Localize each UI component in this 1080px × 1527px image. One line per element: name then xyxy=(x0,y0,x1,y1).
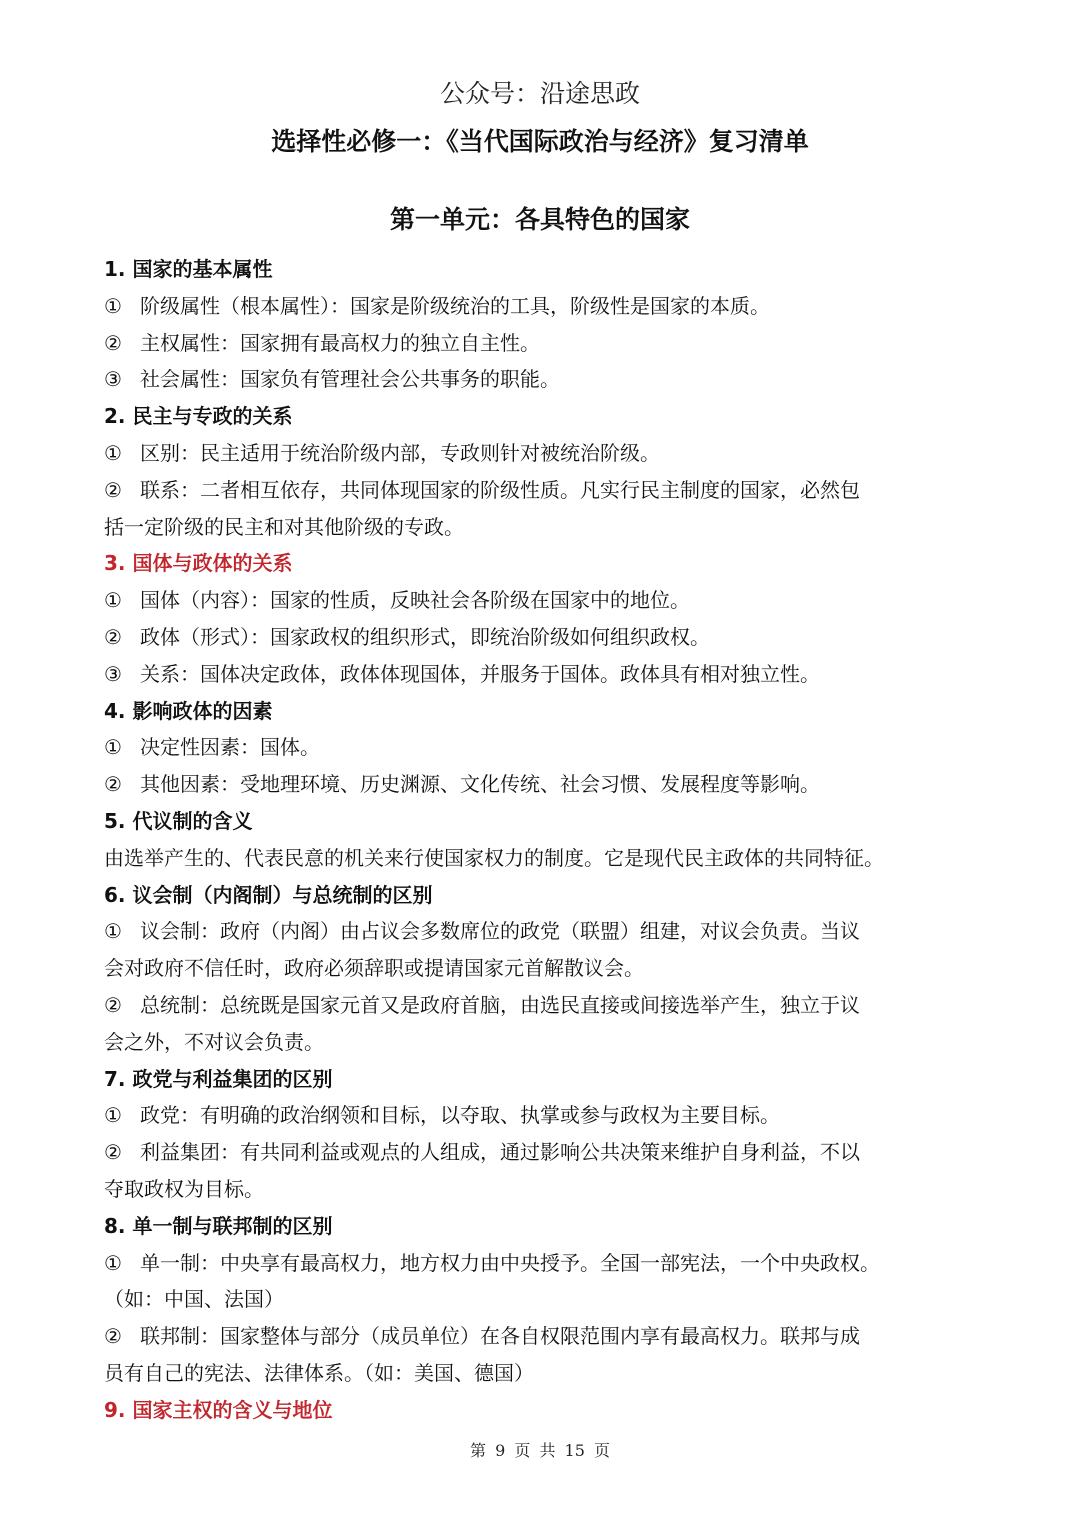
document-body xyxy=(104,251,978,1429)
item-number: ① xyxy=(104,293,122,318)
item-text: 主权属性：国家拥有最高权力的独立自主性。 xyxy=(140,330,540,355)
item-number: ① xyxy=(104,588,122,613)
item-number: ② xyxy=(104,772,122,797)
section-heading: 1. 国家的基本属性 xyxy=(104,257,273,281)
item-number: ② xyxy=(104,992,122,1017)
body-text: 会之外，不对议会负责。 xyxy=(104,1029,324,1054)
list-item xyxy=(104,1245,978,1282)
item-number: ② xyxy=(104,1140,122,1165)
list-item xyxy=(104,472,978,509)
item-number: ① xyxy=(104,1103,122,1128)
list-item xyxy=(104,913,978,950)
body-text: （如：中国、法国） xyxy=(104,1287,284,1312)
item-number: ② xyxy=(104,624,122,649)
item-text: 总统制：总统既是国家元首又是政府首脑，由选民直接或间接选举产生，独立于议 xyxy=(140,992,860,1017)
item-text: 阶级属性（根本属性）：国家是阶级统治的工具，阶级性是国家的本质。 xyxy=(140,293,770,318)
list-item xyxy=(104,766,978,803)
list-item xyxy=(104,325,978,362)
item-text: 联邦制：国家整体与部分（成员单位）在各自权限范围内享有最高权力。联邦与成 xyxy=(140,1324,860,1349)
body-text: 夺取政权为目标。 xyxy=(104,1176,264,1201)
item-text: 决定性因素：国体。 xyxy=(140,735,320,760)
list-item xyxy=(104,435,978,472)
body-text: 会对政府不信任时，政府必须辞职或提请国家元首解散议会。 xyxy=(104,956,644,981)
section-heading: 3. 国体与政体的关系 xyxy=(104,551,293,576)
item-text: 利益集团：有共同利益或观点的人组成，通过影响公共决策来维护自身利益，不以 xyxy=(140,1140,860,1165)
body-text: 由选举产生的、代表民意的机关来行使国家权力的制度。它是现代民主政体的共同特征。 xyxy=(104,845,884,870)
item-text: 联系：二者相互依存，共同体现国家的阶级性质。凡实行民主制度的国家，必然包 xyxy=(140,477,860,502)
item-text: 政体（形式）：国家政权的组织形式，即统治阶级如何组织政权。 xyxy=(140,624,710,649)
list-item xyxy=(104,1318,978,1355)
item-text: 议会制：政府（内阁）由占议会多数席位的政党（联盟）组建，对议会负责。当议 xyxy=(140,919,860,944)
list-item xyxy=(104,987,978,1024)
item-text: 国体（内容）：国家的性质，反映社会各阶级在国家中的地位。 xyxy=(140,588,690,613)
list-item xyxy=(104,1134,978,1171)
item-number: ② xyxy=(104,477,122,502)
item-text: 社会属性：国家负有管理社会公共事务的职能。 xyxy=(140,367,560,392)
section-heading: 7. 政党与利益集团的区别 xyxy=(104,1066,333,1091)
list-item xyxy=(104,619,978,656)
section-heading: 4. 影响政体的因素 xyxy=(104,698,273,723)
item-number: ③ xyxy=(104,367,122,392)
item-text: 政党：有明确的政治纲领和目标，以夺取、执掌或参与政权为主要目标。 xyxy=(140,1103,780,1128)
item-number: ① xyxy=(104,735,122,760)
list-item xyxy=(104,288,978,325)
section-heading: 2. 民主与专政的关系 xyxy=(104,404,293,429)
item-text: 其他因素：受地理环境、历史渊源、文化传统、社会习惯、发展程度等影响。 xyxy=(140,772,820,797)
list-item xyxy=(104,729,978,766)
document-title: 选择性必修一：《当代国际政治与经济》复习清单 xyxy=(271,127,809,156)
body-text: 员有自己的宪法、法律体系。（如：美国、德国） xyxy=(104,1360,534,1385)
item-text: 关系：国体决定政体，政体体现国体，并服务于国体。政体具有相对独立性。 xyxy=(140,661,820,686)
page-footer: 第 9 页 共 15 页 xyxy=(470,1441,610,1460)
section-heading: 6. 议会制（内阁制）与总统制的区别 xyxy=(104,882,433,907)
list-item xyxy=(104,656,978,693)
item-number: ② xyxy=(104,330,122,355)
item-number: ① xyxy=(104,919,122,944)
item-number: ② xyxy=(104,1324,122,1349)
unit-title: 第一单元：各具特色的国家 xyxy=(389,205,690,234)
list-item xyxy=(104,361,978,398)
section-heading: 8. 单一制与联邦制的区别 xyxy=(104,1213,333,1238)
section-heading: 9. 国家主权的含义与地位 xyxy=(104,1397,333,1422)
section-heading: 5. 代议制的含义 xyxy=(104,808,253,833)
item-number: ③ xyxy=(104,661,122,686)
item-text: 单一制：中央享有最高权力，地方权力由中央授予。全国一部宪法，一个中央政权。 xyxy=(140,1250,880,1275)
item-number: ① xyxy=(104,440,122,465)
item-number: ① xyxy=(104,1250,122,1275)
body-text: 括一定阶级的民主和对其他阶级的专政。 xyxy=(104,514,464,539)
page-header: 公众号：沿途思政 xyxy=(439,79,640,108)
item-text: 区别：民主适用于统治阶级内部，专政则针对被统治阶级。 xyxy=(140,440,660,465)
list-item xyxy=(104,1097,978,1134)
list-item xyxy=(104,582,978,619)
